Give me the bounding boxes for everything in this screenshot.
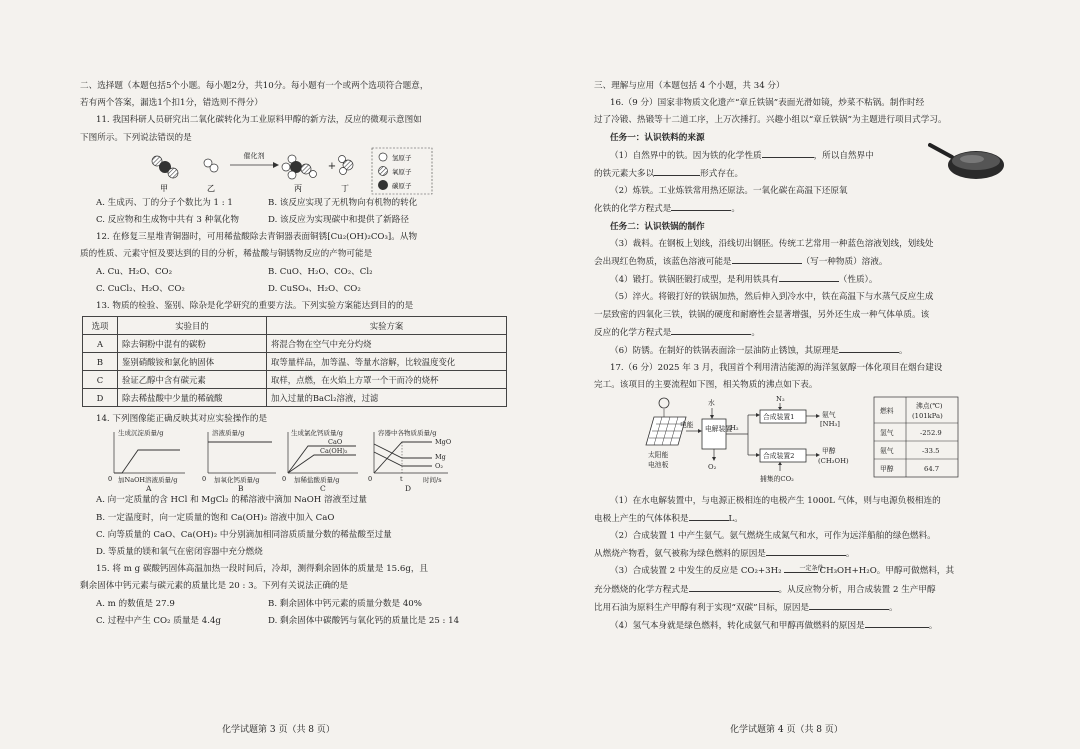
- sun-icon: [659, 398, 669, 408]
- section2-header-cont: 若有两个答案，漏选1个扣1分，错选则不得分）: [80, 98, 263, 109]
- q16-s1b-text: ，所以自然界中: [813, 150, 874, 161]
- q17-s1c-text: L。: [728, 513, 743, 524]
- atom-legend: [372, 148, 432, 194]
- answer-blank-4[interactable]: [732, 253, 802, 264]
- page-footer-left: 化学试题第 3 页（共 8 页）: [222, 725, 335, 735]
- q12-option-c: C. CuCl₂、H₂O、CO₂: [96, 283, 185, 294]
- bp-fuel-nh3: 氨气: [880, 446, 894, 455]
- q16-s1a-text: （1）自然界中的铁。因为铁的化学性质: [610, 150, 762, 161]
- q14-option-c: C. 向等质量的 CaO、Ca(OH)₂ 中分别滴加相同溶质质量分数的稀盐酸至过量: [96, 529, 392, 540]
- graph-a: [108, 428, 185, 492]
- wok-illustration: [928, 139, 1006, 191]
- bp-value-methanol: 64.7: [924, 464, 940, 473]
- q16-s6: [594, 342, 1004, 360]
- molecule-ding: [339, 155, 354, 174]
- q12-option-a: A. Cu、H₂O、CO₂: [96, 266, 173, 277]
- graph-c-zero: 0: [282, 475, 287, 484]
- ammonia-formula: [NH₃]: [820, 419, 840, 428]
- bp-fuel-h2: 氢气: [880, 428, 894, 437]
- h2-label: H₂: [730, 423, 739, 432]
- q14-option-b: B. 一定温度时，向一定质量的饱和 Ca(OH)₂ 溶液中加入 CaO: [96, 512, 335, 523]
- period: 。: [889, 602, 898, 613]
- q16-s2-line2: [594, 200, 1004, 218]
- q11-stem: 11. 我国科研人员研究出二氧化碳转化为工业原料甲醇的新方法，反应的微观示意图如: [96, 115, 422, 126]
- table-row: [83, 371, 507, 389]
- q17-s1-line2: [594, 510, 1004, 528]
- q17-s1-line1: （1）在水电解装置中，与电源正极相连的电极产生 1000L 气体，则与电源负极相连的: [610, 495, 941, 506]
- q17-intro-cont: 完工。该项目的主要流程如下图，相关物质的沸点如下表。: [594, 380, 818, 391]
- q13-header-purpose: 实验目的: [118, 317, 267, 335]
- svg-text:+: +: [327, 160, 337, 172]
- graph-d-xlabel: 时间/s: [423, 476, 442, 485]
- q16-intro-cont: 过了冷锻、热锻等十二道工序，上万次捶打。兴趣小组以“章丘铁锅”为主题进行项目式学习。: [594, 115, 947, 126]
- q14-option-d: D. 等质量的镁和氧气在密闭容器中充分燃烧: [96, 547, 263, 558]
- bp-fuel-methanol: 甲醇: [880, 464, 894, 473]
- water-label: 水: [708, 398, 715, 407]
- methanol-formula: (CH₃OH): [818, 456, 849, 465]
- q16-s1d-text: 形式存在。: [700, 169, 744, 180]
- graph-b-letter: B: [238, 484, 244, 493]
- molecule-yi: [204, 159, 218, 172]
- q17-s2-line1: （2）合成装置 1 中产生氨气。氨气燃烧生成氮气和水，可作为远洋船舶的绿色燃料。: [610, 531, 936, 542]
- q17-s3-line2: [594, 581, 1004, 599]
- q12-option-b: B. CuO、H₂O、CO₂、Cl₂: [268, 266, 373, 277]
- answer-blank-12[interactable]: [865, 617, 929, 628]
- q13-cell: B: [83, 353, 118, 371]
- q11-option-c: C. 反应物和生成物中共有 3 种氧化物: [96, 215, 239, 226]
- answer-blank-9[interactable]: [766, 545, 846, 556]
- bp-header-bp: 沸点(℃): [916, 401, 943, 410]
- q13-cell: 取样，点燃，在火焰上方罩一个干而冷的烧杯: [267, 371, 507, 389]
- q16-s3-line1: （3）裁料。在钢板上划线，沿线切出钢胚。传统工艺常用一种蓝色溶液划线，划线处: [610, 238, 934, 249]
- q16-s1c-text: 的铁元素大多以: [594, 169, 655, 180]
- answer-blank-3[interactable]: [671, 200, 731, 211]
- graph-d-mg: Mg: [435, 453, 446, 462]
- q16-s3b-text: 会出现红色物质，该蓝色溶液可能是: [594, 257, 732, 268]
- graph-b-zero: 0: [202, 475, 207, 484]
- graph-c-letter: C: [320, 484, 326, 493]
- legend-hydrogen: 氢原子: [392, 153, 412, 162]
- bp-header-pressure: (101kPa): [912, 411, 943, 420]
- q11-option-a: A. 生成丙、丁的分子个数比为 1 : 1: [96, 197, 233, 208]
- table-row: [83, 353, 507, 371]
- reaction-condition: 一定条件: [784, 566, 818, 573]
- q13-cell: 鉴别硝酸铵和氯化钠固体: [118, 353, 267, 371]
- graph-b-ylabel: 溶液质量/g: [212, 429, 245, 438]
- legend-oxygen: 氧原子: [392, 167, 412, 176]
- electricity-label: 电能: [680, 420, 694, 429]
- q16-s5-line1: （5）淬火。将锻打好的铁锅加热，然后伸入到冷水中，铁在高温下与水蒸气反应生成: [610, 292, 934, 303]
- electrolysis-label: 电解装置: [705, 424, 733, 433]
- label-yi: 乙: [207, 183, 215, 193]
- label-jia: 甲: [160, 183, 168, 193]
- graph-a-letter: A: [146, 484, 152, 493]
- q14-option-a: A. 向一定质量的含 HCl 和 MgCl₂ 的稀溶液中滴加 NaOH 溶液至过量: [96, 495, 368, 506]
- q16-s4b-text: （性质）。: [838, 275, 878, 286]
- graph-a-ylabel: 生成沉淀质量/g: [118, 429, 164, 438]
- o2-label: O₂: [708, 462, 717, 471]
- q15-option-c: C. 过程中产生 CO₂ 质量是 4.4g: [96, 615, 221, 626]
- label-ding: 丁: [341, 183, 349, 193]
- solar-label: 太阳能: [648, 450, 669, 459]
- graph-c-cao: CaO: [328, 438, 343, 447]
- q16-s6a-text: （6）防锈。在制好的铁锅表面涂一层油防止锈蚀，其原理是: [610, 346, 839, 357]
- q17-intro: 17.（6 分）2025 年 3 月，我国首个利用清洁能源的海洋氢氨醇一体化项目在烟台建设: [610, 363, 943, 374]
- legend-carbon: 碳原子: [392, 181, 412, 190]
- catalyst-label: 催化剂: [243, 151, 265, 160]
- q13-cell: 将混合物在空气中充分灼烧: [267, 335, 507, 353]
- q16-task1: 任务一：认识铁料的来源: [610, 132, 705, 143]
- answer-blank-5[interactable]: [779, 271, 839, 282]
- graph-b: [202, 428, 276, 492]
- q16-s2-line1: （2）炼铁。工业炼铁常用热还原法。一氧化碳在高温下还原氧: [610, 186, 848, 197]
- q17-s3-line3: [594, 599, 1004, 617]
- period: 。: [898, 346, 908, 357]
- solar-label-2: 电池板: [648, 460, 669, 469]
- graph-d-zero: 0: [368, 475, 373, 484]
- table-row: [83, 389, 507, 407]
- q12-option-d: D. CuSO₄、H₂O、CO₂: [268, 283, 361, 294]
- boiling-point-table: [874, 397, 958, 477]
- period: 。: [845, 549, 855, 560]
- q15-options: [80, 596, 510, 630]
- page-footer-right: 化学试题第 4 页（共 8 页）: [730, 725, 843, 735]
- q17-s2b-text: 从燃烧产物看，氨气被称为绿色燃料的原因是: [594, 549, 766, 560]
- q13-cell: 除去稀盐酸中少量的稀硫酸: [118, 389, 267, 407]
- q17-process-flow: [594, 395, 1004, 493]
- q12-stem: 12. 在修复三星堆青铜器时，可用稀盐酸除去青铜器表面铜锈[Cu₂(OH)₂CO₃]。从物: [96, 232, 418, 243]
- q17-s2-line2: [594, 545, 1004, 563]
- answer-blank-11[interactable]: [809, 599, 889, 610]
- q13-cell: C: [83, 371, 118, 389]
- synthesis-unit-1-label: 合成装置1: [763, 412, 795, 421]
- q16-intro: 16.（9 分）国家非物质文化遗产“章丘铁锅”表面光滑如镜，炒菜不粘锅。制作时经: [610, 98, 925, 109]
- q16-s2b-text: 化铁的化学方程式是: [594, 204, 672, 215]
- q15-option-a: A. m 的数值是 27.9: [96, 598, 175, 609]
- answer-blank-10[interactable]: [689, 581, 779, 592]
- q16-s5-line2: 一层致密的四氧化三铁，铁锅的硬度和耐磨性会显著增强，另外还生成一种气体单质。该: [594, 309, 930, 320]
- q17-s3a-text: （3）合成装置 2 中发生的反应是 CO₂+3H₂: [610, 566, 782, 577]
- q17-s4: [594, 617, 1004, 635]
- q11-stem-cont: 下图所示。下列说法错误的是: [80, 132, 192, 143]
- bp-value-nh3: -33.5: [922, 446, 940, 455]
- synthesis-unit-2-label: 合成装置2: [763, 451, 795, 460]
- bp-value-h2: -252.9: [920, 428, 942, 437]
- q14-stem: 14. 下列图像能正确反映其对应实验操作的是: [96, 414, 268, 425]
- q15-stem-cont: 剩余固体中钙元素与碳元素的质量比是 20 : 3。下列有关说法正确的是: [80, 581, 349, 592]
- q13-header-option: 选项: [83, 317, 118, 335]
- period: 。: [731, 204, 740, 215]
- q16-s3c-text: （写一种物质）溶液。: [801, 257, 888, 268]
- q13-cell: 加入过量的BaCl₂溶液，过滤: [267, 389, 507, 407]
- section2-header: 二、选择题（本题包括5个小题。每小题2分，共10分。每小题有一个或两个选项符合题意，: [80, 81, 429, 91]
- q13-cell: 除去铜粉中混有的碳粉: [118, 335, 267, 353]
- answer-blank-1[interactable]: [762, 147, 814, 158]
- graph-d-letter: D: [405, 484, 412, 493]
- answer-blank-7[interactable]: [839, 342, 899, 353]
- graph-c-xlabel: 加稀盐酸质量/g: [294, 476, 340, 485]
- graph-d-ylabel: 容器中各物质质量/g: [378, 429, 437, 438]
- q16-task2: 任务二：认识铁锅的制作: [610, 221, 705, 232]
- answer-blank-2[interactable]: [654, 165, 700, 176]
- right-column: [594, 78, 1004, 635]
- graph-d-t: t: [400, 475, 403, 484]
- methanol-label: 甲醇: [822, 446, 836, 455]
- graph-d-mgo: MgO: [435, 438, 452, 447]
- graph-c-ylabel: 生成氯化钙质量/g: [291, 429, 343, 438]
- q11-options: [80, 195, 510, 229]
- graph-c-caoh2: Ca(OH)₂: [320, 447, 348, 456]
- table-row: [83, 335, 507, 353]
- q16-s4a-text: （4）锻打。铁锅胚锻打成型，是利用铁具有: [610, 275, 779, 286]
- electrolysis-box: [702, 419, 726, 449]
- graph-a-xlabel: 加NaOH溶液质量/g: [118, 476, 178, 485]
- q17-s1b-text: 电极上产生的气体体积是: [594, 513, 689, 524]
- q16-s4: [594, 271, 1004, 289]
- q12-options: [80, 264, 510, 298]
- q13-stem: 13. 物质的检验、鉴别、除杂是化学研究的重要方法。下列实验方案能达到目的的是: [96, 301, 414, 312]
- answer-blank-8[interactable]: [689, 510, 729, 521]
- bp-header-fuel: 燃料: [880, 406, 894, 415]
- q15-stem: 15. 将 m g 碳酸钙固体高温加热一段时间后，冷却，测得剩余固体的质量是 15.6g，且: [96, 564, 429, 575]
- q17-s3b-text: CH₃OH+H₂O。甲醇可做燃料，其: [819, 566, 955, 577]
- q15-option-d: D. 剩余固体中碳酸钙与氧化钙的质量比是 25 : 14: [268, 615, 460, 626]
- q13-cell: A: [83, 335, 118, 353]
- q17-s3e-text: 比用石油为原料生产甲醇有利于实现“双碳”目标，原因是: [594, 602, 810, 613]
- label-bing: 丙: [294, 183, 302, 193]
- left-column: [80, 78, 510, 630]
- graph-c: [282, 428, 358, 492]
- graph-b-xlabel: 加氧化钙质量/g: [214, 476, 260, 485]
- q12-stem-cont: 质的性质、元素守恒及要达到的目的分析，稀盐酸与铜锈物反应的产物可能是: [80, 249, 373, 260]
- q13-cell: 取等量样品，加等温、等量水溶解，比较温度变化: [267, 353, 507, 371]
- ammonia-label: 氨气: [822, 410, 836, 419]
- graph-a-zero: 0: [108, 475, 113, 484]
- period: 。: [751, 327, 760, 338]
- q16-s5-line3: [594, 324, 1004, 342]
- q16-s3-line2: [594, 253, 1004, 271]
- q11-option-b: B. 该反应实现了无机物向有机物的转化: [268, 197, 418, 208]
- q17-s3-line1: [594, 563, 1004, 580]
- n2-label: N₂: [776, 394, 785, 403]
- q17-s3d-text: 。从反应物分析，用合成装置 2 生产甲醇: [778, 584, 936, 595]
- q15-option-b: B. 剩余固体中钙元素的质量分数是 40%: [268, 598, 422, 609]
- period: 。: [928, 621, 938, 632]
- q14-graphs: [80, 428, 510, 492]
- section3-header: 三、理解与应用（本题包括 4 个小题，共 34 分）: [594, 81, 785, 91]
- q13-header-plan: 实验方案: [267, 317, 507, 335]
- q17-s4a-text: （4）氢气本身就是绿色燃料，转化成氨气和甲醇再做燃料的原因是: [610, 621, 865, 632]
- molecule-jia: [152, 156, 178, 178]
- q13-cell: D: [83, 389, 118, 407]
- captured-co2-label: 捕集的CO₂: [760, 474, 794, 483]
- graph-d-o2: O₂: [435, 462, 443, 471]
- q13-cell: 验证乙醇中含有碳元素: [118, 371, 267, 389]
- molecule-bing: [282, 155, 317, 179]
- q13-table: [82, 316, 507, 407]
- graph-d: [368, 428, 451, 492]
- q11-reaction-diagram: [80, 147, 510, 195]
- answer-blank-6[interactable]: [671, 324, 751, 335]
- q17-s3c-text: 充分燃烧的化学方程式是: [594, 584, 689, 595]
- q11-option-d: D. 该反应为实现碳中和提供了新路径: [268, 215, 409, 226]
- q16-s5c-text: 反应的化学方程式是: [594, 327, 672, 338]
